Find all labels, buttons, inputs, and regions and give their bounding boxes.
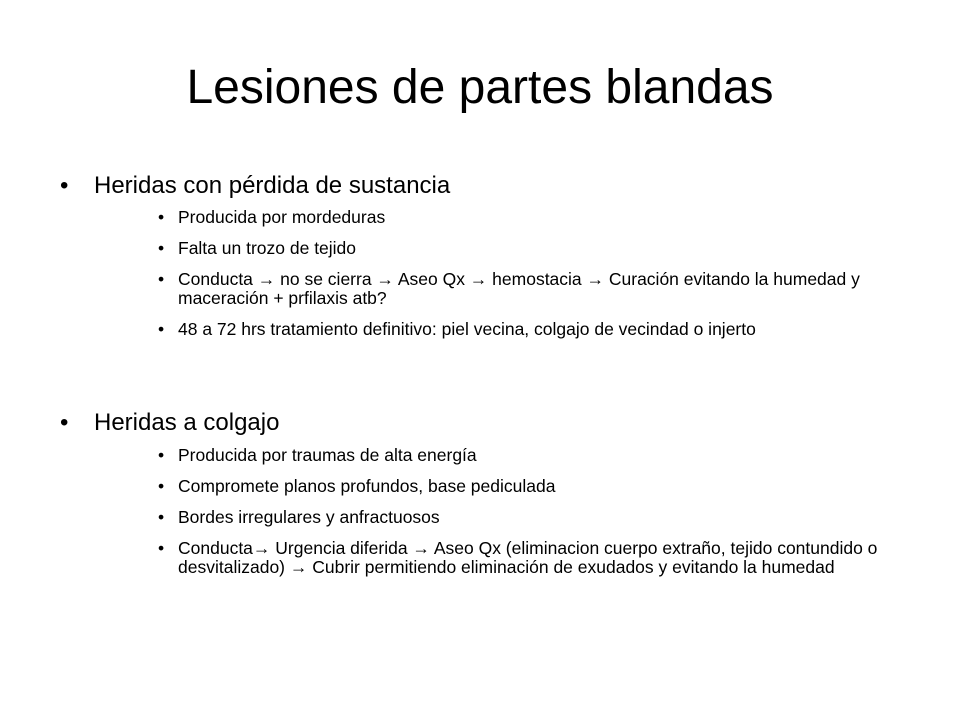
list-item-text: Conducta → no se cierra → Aseo Qx → hemostacia → Curación evitando la humedad y maceración + prfilaxis atb?	[178, 269, 860, 308]
list-item	[158, 320, 903, 339]
list-item-text: Falta un trozo de tejido	[178, 238, 357, 258]
slide-title: Lesiones de partes blandas	[186, 61, 774, 114]
list-item	[158, 208, 903, 227]
bullet: •	[158, 238, 165, 258]
bullet: •	[158, 476, 165, 496]
list-item-text: Conducta→ Urgencia diferida → Aseo Qx (eliminacion cuerpo extraño, tejido contundido o desvitalizado) → Cubrir permitiendo eliminación de exudados y evitando la humedad	[178, 538, 878, 577]
list-item-text: Producida por traumas de alta energía	[178, 445, 477, 465]
list-item	[158, 508, 903, 527]
bullet: •	[158, 538, 165, 558]
bullet: •	[158, 507, 165, 527]
list-item	[158, 539, 903, 577]
section-items-colgajo	[158, 446, 903, 589]
section-heading-label: Heridas a colgajo	[94, 409, 280, 436]
list-item-text: 48 a 72 hrs tratamiento definitivo: piel vecina, colgajo de vecindad o injerto	[178, 319, 756, 339]
bullet: •	[158, 445, 165, 465]
list-item	[158, 239, 903, 258]
bullet: •	[158, 319, 165, 339]
bullet: •	[158, 269, 165, 289]
bullet: •	[60, 172, 69, 199]
section-heading-colgajo	[60, 408, 279, 438]
list-item	[158, 446, 903, 465]
list-item	[158, 270, 903, 308]
bullet: •	[60, 409, 69, 436]
list-item-text: Compromete planos profundos, base pediculada	[178, 476, 556, 496]
list-item-text: Bordes irregulares y anfractuosos	[178, 507, 440, 527]
section-items-perdida-sustancia	[158, 208, 903, 351]
list-item-text: Producida por mordeduras	[178, 207, 386, 227]
section-heading-label: Heridas con pérdida de sustancia	[94, 172, 451, 199]
list-item	[158, 477, 903, 496]
section-heading-perdida-sustancia	[60, 171, 450, 201]
bullet: •	[158, 207, 165, 227]
